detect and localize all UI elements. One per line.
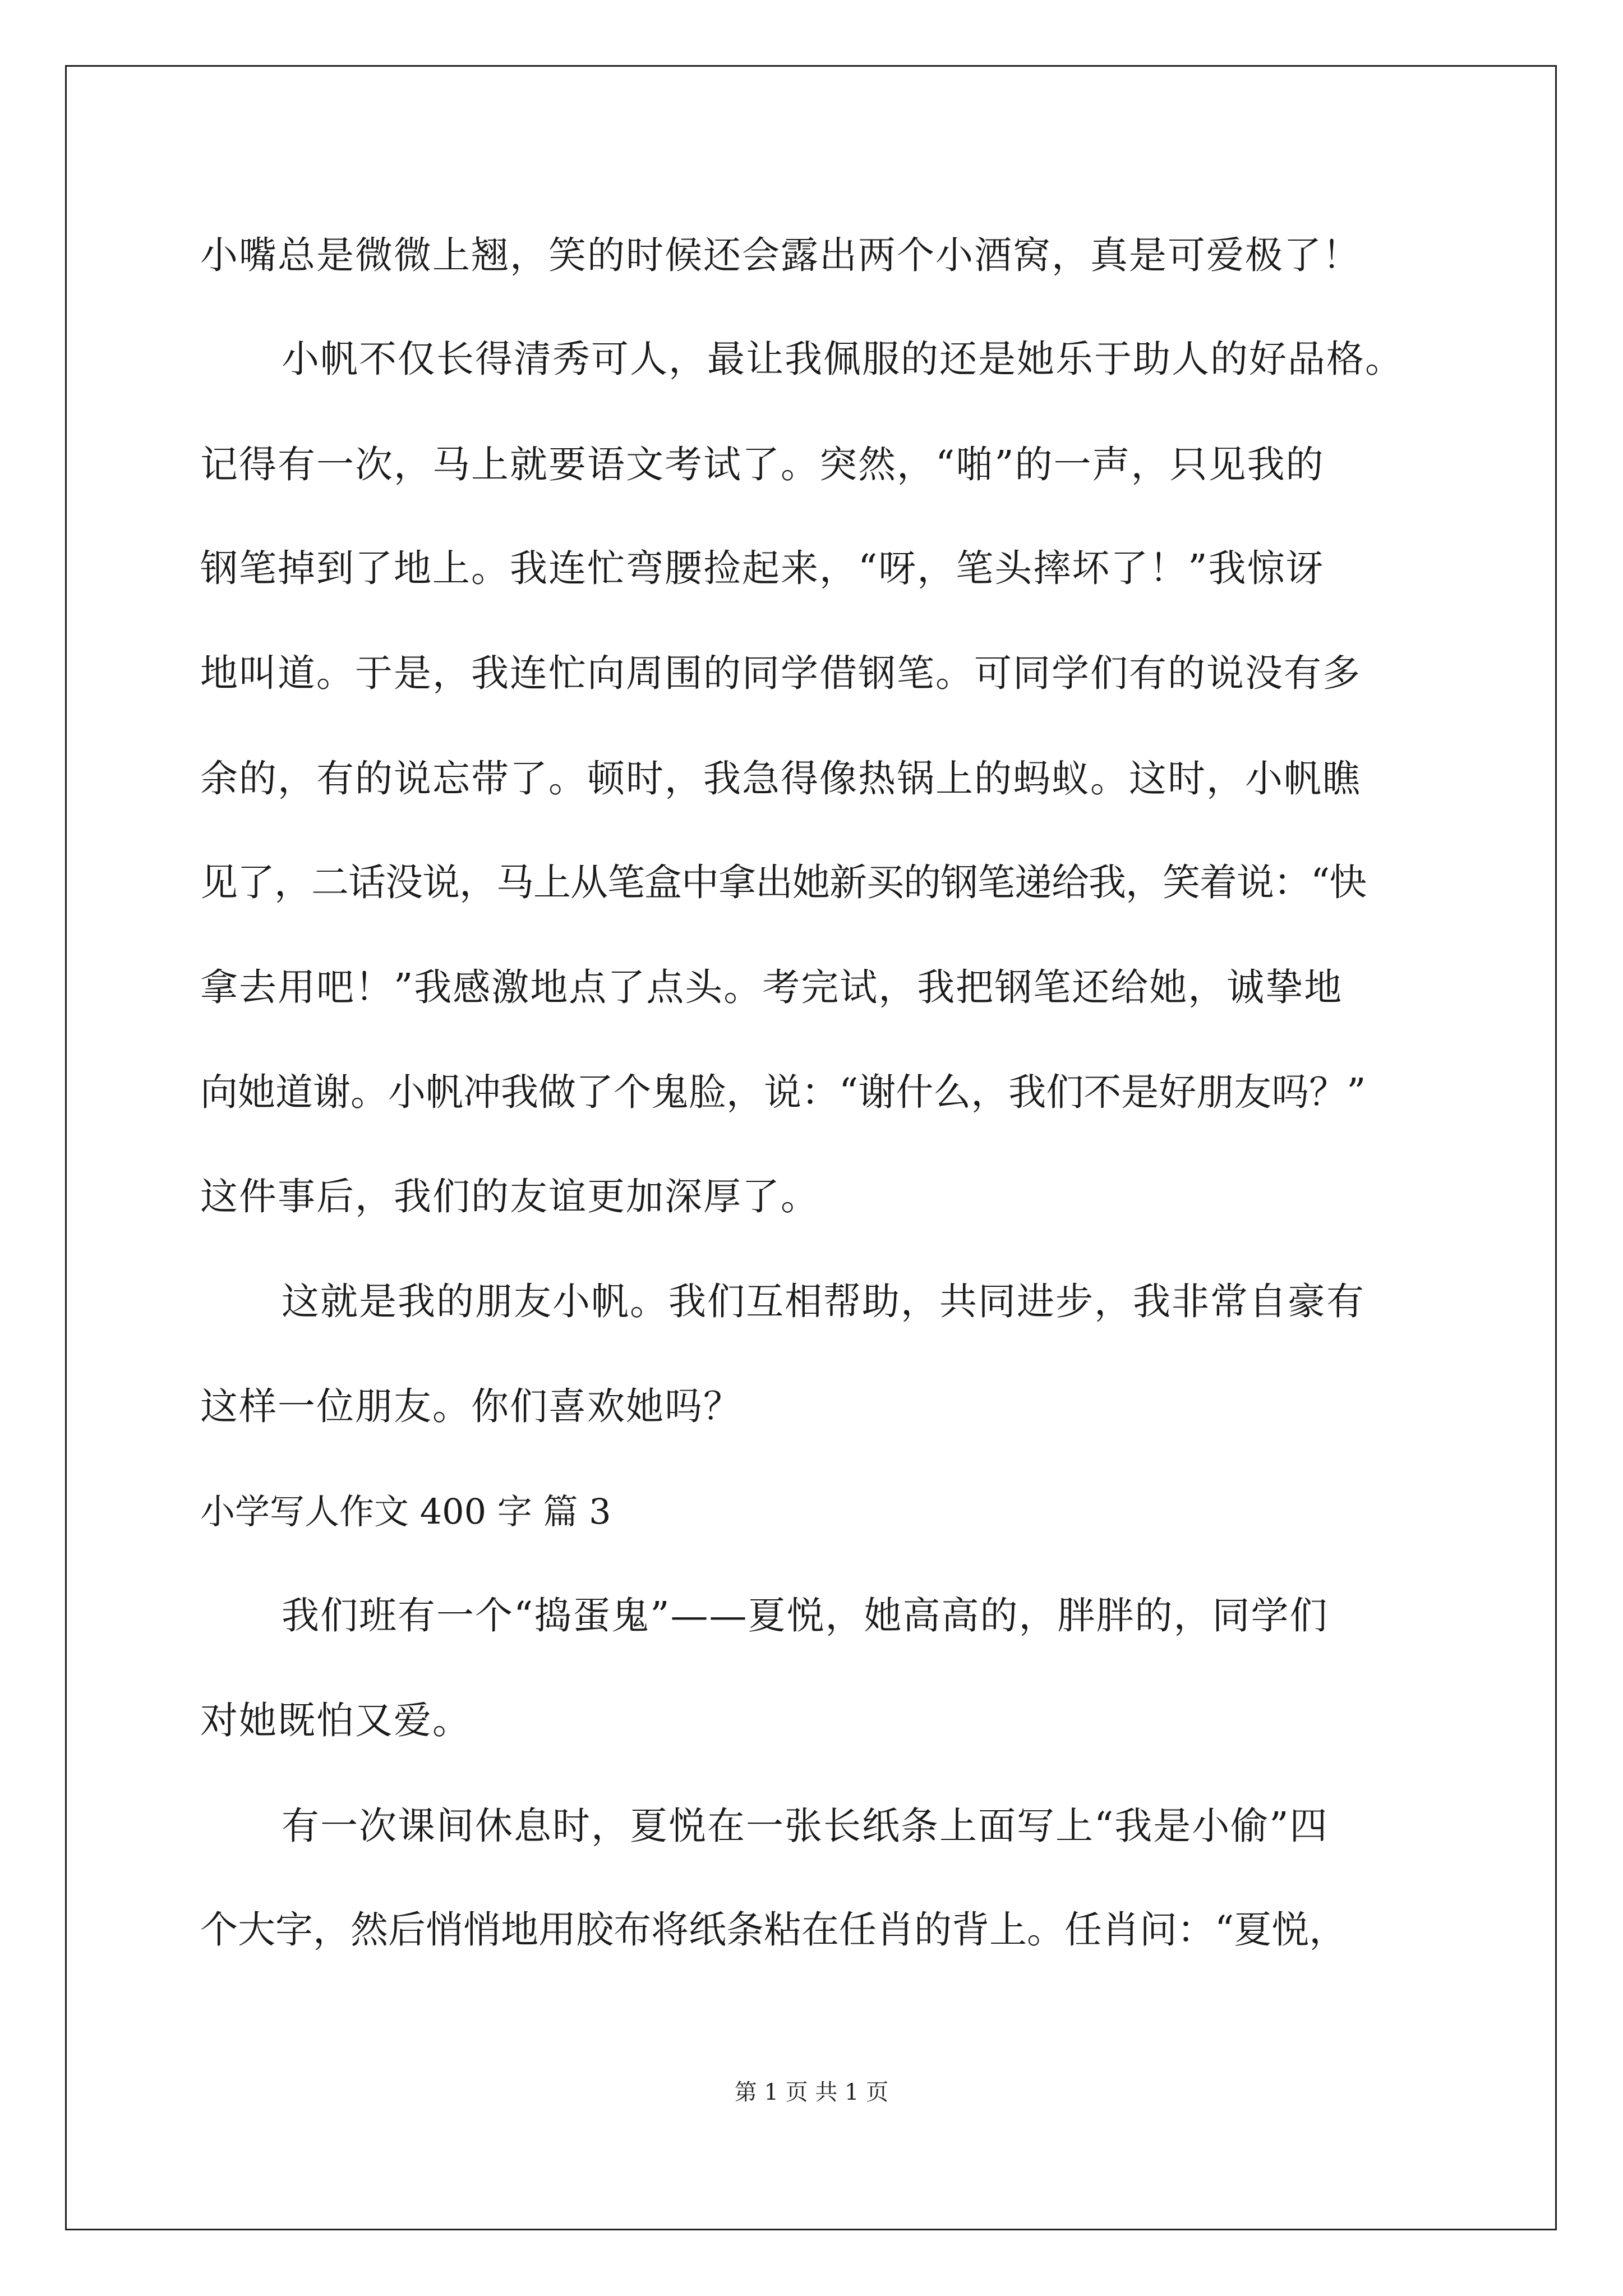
paragraph-line: 我们班有一个“捣蛋鬼”——夏悦，她高高的，胖胖的，同学们: [282, 1594, 1329, 1637]
paragraph-line: 地叫道。于是，我连忙向周围的同学借钢笔。可同学们有的说没有多: [200, 651, 1361, 695]
page-footer: 第 1 页 共 1 页: [734, 2079, 889, 2105]
paragraph-line: 见了，二话没说，马上从笔盒中拿出她新买的钢笔递给我，笑着说：“快: [200, 861, 1367, 904]
paragraph-line: 这就是我的朋友小帆。我们互相帮助，共同进步，我非常自豪有: [282, 1280, 1365, 1323]
paragraph-line: 钢笔掉到了地上。我连忙弯腰捡起来，“呀，笔头摔坏了！”我惊讶: [200, 546, 1325, 590]
paragraph-line: 有一次课间休息时，夏悦在一张长纸条上面写上“我是小偷”四: [282, 1804, 1329, 1848]
page-border: [65, 65, 1557, 2230]
paragraph-line: 对她既怕又爱。: [200, 1699, 471, 1742]
paragraph-line: 余的，有的说忘带了。顿时，我急得像热锅上的蚂蚁。这时，小帆瞧: [200, 757, 1361, 800]
paragraph-line: 这样一位朋友。你们喜欢她吗？: [200, 1384, 742, 1428]
paragraph-line: 拿去用吧！”我感激地点了点头。考完试，我把钢笔还给她，诚挚地: [200, 965, 1343, 1009]
paragraph-line: 个大字，然后悄悄地用胶布将纸条粘在任肖的背上。任肖问：“夏悦，: [200, 1908, 1347, 1952]
paragraph-line: 小帆不仅长得清秀可人，最让我佩服的还是她乐于助人的好品格。: [282, 337, 1404, 381]
paragraph-line: 这件事后，我们的友谊更加深厚了。: [200, 1175, 819, 1218]
paragraph-line: 记得有一次，马上就要语文考试了。突然，“啪”的一声，只见我的: [200, 443, 1325, 486]
section-heading: 小学写人作文 400 字 篇 3: [200, 1491, 611, 1532]
paragraph-line: 小嘴总是微微上翘，笑的时候还会露出两个小酒窝，真是可爱极了！: [200, 233, 1361, 277]
paragraph-line: 向她道谢。小帆冲我做了个鬼脸，说：“谢什么，我们不是好朋友吗？”: [200, 1070, 1366, 1114]
